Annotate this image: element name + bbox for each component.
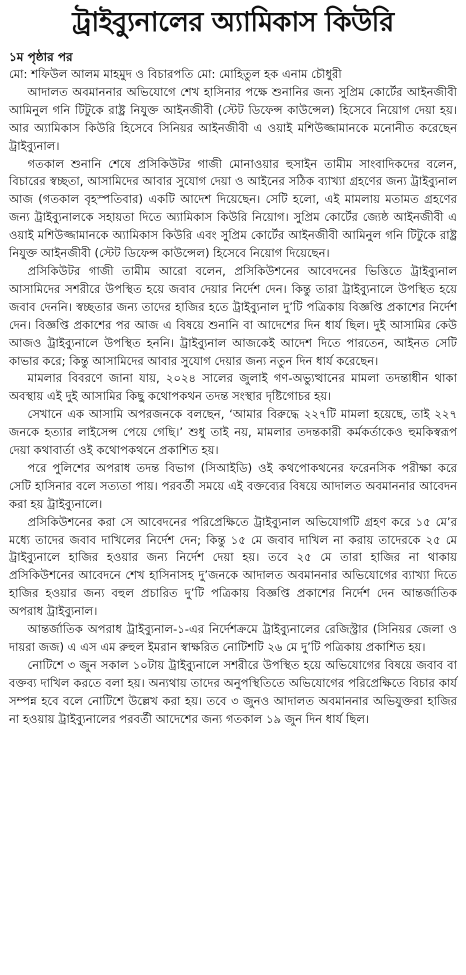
article-body <box>9 66 457 729</box>
body-paragraph: নোটিশে ৩ জুন সকাল ১০টায় ট্রাইব্যুনালে সশরীরে উপস্থিত হয়ে অভিযোগের বিষয়ে জবাব বা বক্তব্য দাখিল করতে বলা হয়। অন্যথায় তাদের অনুপস্থিতিতে অভিযোগের পরিপ্রেক্ষিতে বিচার কার্য সম্পন্ন হবে বলে নোটিশে উল্লেখ করা হয়। তবে ৩ জুনও আদালত অবমাননার অভিযুক্তরা হাজির না হওয়ায় ট্রাইব্যুনালের পরবর্তী আদেশের জন্য গতকাল ১৯ জুন দিন ধার্য ছিল। <box>9 657 457 726</box>
body-paragraph: প্রসিকিউটর গাজী তামীম আরো বলেন, প্রসিকিউশনের আবেদনের ভিত্তিতে ট্রাইব্যুনাল আসামিদের সশরীরে উপস্থিত হয়ে জবাব দেয়ার নির্দেশ দেন। কিন্তু তারা ট্রাইব্যুনালে উপস্থিত হয়ে জবাব দেননি। স্বচ্ছতার জন্য তাদের হাজির হতে ট্রাইব্যুনাল দু’টি পত্রিকায় বিজ্ঞপ্তি প্রকাশের নির্দেশ দেন। বিজ্ঞপ্তি প্রকাশের পর আজ এ বিষয়ে শুনানি বা আদেশের দিন ধার্য ছিল। দুই আসামির কেউ আজও ট্রাইব্যুনালে উপস্থিত হননি। ট্রাইব্যুনাল আজকেই আদেশ দিতে পারতেন, আইনত সেটি কাভার করে; কিন্তু আসামিদের আবার সুযোগ দেয়ার জন্য নতুন দিন ধার্য করেছেন। <box>9 263 457 368</box>
continued-from-page-1: ১ম পৃষ্ঠার পর <box>9 50 73 64</box>
body-paragraph: সেখানে এক আসামি অপরজনকে বলছেন, ‘আমার বিরুদ্ধে ২২৭টি মামলা হয়েছে, তাই ২২৭ জনকে হত্যার লাইসেন্স পেয়ে গেছি।’ শুধু তাই নয়, মামলার তদন্তকারী কর্মকর্তাকেও হুমকিস্বরূপ দেয়া কথাবার্তা ওই কথোপকথনে প্রকাশিত হয়। <box>9 407 457 458</box>
body-paragraph: আন্তর্জাতিক অপরাধ ট্রাইব্যুনাল-১-এর নির্দেশক্রমে ট্রাইব্যুনালের রেজিস্ট্রার (সিনিয়র জেলা ও দায়রা জজ) এ এস এম রুহুল ইমরান স্বাক্ষরিত নোটিশটি ২৬ মে দু’টি পত্রিকায় প্রকাশিত হয়। <box>9 622 457 654</box>
body-paragraph: প্রসিকিউশনের করা সে আবেদনের পরিপ্রেক্ষিতে ট্রাইব্যুনাল অভিযোগটি গ্রহণ করে ১৫ মে’র মধ্যে তাদের জবাব দাখিলের নির্দেশ দেন; কিন্তু ১৫ মে জবাব দাখিল না করায় তাদেরকে ২৫ মে ট্রাইব্যুনালে হাজির হওয়ার জন্য নির্দেশ দেয়া হয়। তবে ২৫ মে তারা হাজির না থাকায় প্রসিকিউশনের আবেদনে শেখ হাসিনাসহ দু’জনকে আদালত অবমাননার অভিযোগের ব্যাখ্যা দিতে হাজির হওয়ার জন্য বহুল প্রচারিত দু’টি পত্রিকায় বিজ্ঞপ্তি প্রকাশের নির্দেশ দেন আন্তর্জাতিক অপরাধ ট্রাইব্যুনাল। <box>9 514 457 619</box>
body-paragraph: পরে পুলিশের অপরাধ তদন্ত বিভাগ (সিআইডি) ওই কথপোকথনের ফরেনসিক পরীক্ষা করে সেটি হাসিনার বলে সত্যতা পায়। পরবর্তী সময়ে এই বক্তব্যের বিষয়ে আদালত অবমাননার আবেদন করা হয় ট্রাইব্যুনালে। <box>9 460 457 511</box>
body-paragraph: আদালত অবমাননার অভিযোগে শেখ হাসিনার পক্ষে শুনানির জন্য সুপ্রিম কোর্টের আইনজীবী আমিনুল গনি টিটুকে রাষ্ট্র নিযুক্ত আইনজীবী (স্টেট ডিফেন্স কাউন্সেল) হিসেবে নিয়োগ দেয়া হয়। আর অ্যামিকাস কিউরি হিসেবে সিনিয়র আইনজীবী এ ওয়াই মশিউজ্জামানকে মনোনীত করেছেন ট্রাইব্যুনাল। <box>9 84 457 153</box>
byline-paragraph: মো: শফিউল আলম মাহমুদ ও বিচারপতি মো: মোহিতুল হক এনাম চৌধুরী <box>9 67 342 81</box>
headline: ট্রাইব্যুনালের অ্যামিকাস কিউরি <box>72 7 394 38</box>
body-paragraph: গতকাল শুনানি শেষে প্রসিকিউটর গাজী মোনাওয়ার হুসাইন তামীম সাংবাদিকদের বলেন, বিচারের স্বচ্ছতা, আসামিদের আবার সুযোগ দেয়া ও আইনের সঠিক ব্যাখ্যা গ্রহণের জন্য ট্রাইব্যুনাল আজ (গতকাল বৃহস্পতিবার) একটি আদেশ দিয়েছেন। সেটি হলো, এই মামলায় মতামত গ্রহণের জন্য ট্রাইব্যুনালকে সহায়তা দিতে অ্যামিকাস কিউরি নিয়োগ। সুপ্রিম কোর্টের জ্যেষ্ঠ আইনজীবী এ ওয়াই মশিউজ্জামানকে অ্যামিকাস কিউরি এবং সুপ্রিম কোর্টের আইনজীবী আমিনুল গনি টিটুকে রাষ্ট্র নিযুক্ত আইনজীবী (স্টেট ডিফেন্স কাউন্সেল) হিসেবে নিয়োগ দিয়েছেন। <box>9 156 457 261</box>
body-paragraph: মামলার বিবরণে জানা যায়, ২০২৪ সালের জুলাই গণ-অভ্যুত্থানের মামলা তদন্তাধীন থাকা অবস্থায় এই দুই আসামির কিছু কথোপকথন তদন্ত সংস্থার দৃষ্টিগোচর হয়। <box>9 371 457 404</box>
